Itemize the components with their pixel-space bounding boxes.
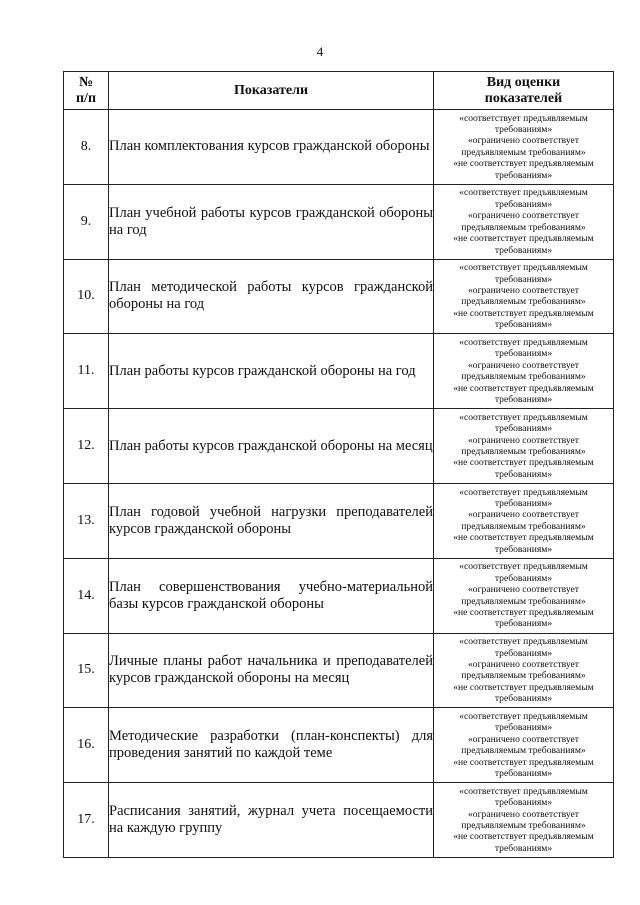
evaluation-line: требованиям» — [494, 498, 553, 510]
evaluation-line: предъявляемым требованиям» — [461, 745, 586, 757]
table-header — [64, 72, 614, 110]
evaluation-line: предъявляемым требованиям» — [461, 595, 586, 607]
evaluation-line: «не соответствует предъявляемым — [453, 607, 594, 619]
evaluation-line: «ограничено соответствует — [468, 359, 579, 371]
evaluation-line: «соответствует предъявляемым — [459, 187, 588, 199]
table-row — [64, 783, 614, 858]
evaluation-line: требованиям» — [494, 768, 553, 780]
evaluation-line: предъявляемым требованиям» — [461, 670, 586, 682]
evaluation-line: предъявляемым требованиям» — [461, 371, 586, 383]
row-evaluation — [434, 184, 614, 259]
row-number: 16. — [64, 708, 109, 783]
row-evaluation — [434, 558, 614, 633]
row-indicator-name: Личные планы работ начальника и преподавателей курсов гражданской обороны на месяц — [109, 633, 434, 708]
table-row — [64, 409, 614, 484]
header-evaluation-line1: Вид оценки — [486, 74, 561, 90]
evaluation-line: «соответствует предъявляемым — [459, 262, 588, 274]
table-row — [64, 334, 614, 409]
evaluation-line: «соответствует предъявляемым — [459, 337, 588, 349]
evaluation-line: «не соответствует предъявляемым — [453, 158, 594, 170]
row-number: 12. — [64, 409, 109, 484]
evaluation-line: «ограничено соответствует — [468, 509, 579, 521]
table-row — [64, 558, 614, 633]
header-evaluation — [434, 72, 614, 110]
header-indicators: Показатели — [109, 72, 434, 110]
table-row — [64, 633, 614, 708]
row-evaluation — [434, 783, 614, 858]
evaluation-line: требованиям» — [494, 572, 553, 584]
row-indicator-name: План годовой учебной нагрузки преподавателей курсов гражданской обороны — [109, 483, 434, 558]
row-number: 17. — [64, 783, 109, 858]
evaluation-line: «соответствует предъявляемым — [459, 561, 588, 573]
evaluation-line: «соответствует предъявляемым — [459, 112, 588, 124]
row-evaluation — [434, 409, 614, 484]
table-row — [64, 184, 614, 259]
evaluation-line: «не соответствует предъявляемым — [453, 756, 594, 768]
evaluation-line: предъявляемым требованиям» — [461, 146, 586, 158]
evaluation-line: требованиям» — [494, 394, 553, 406]
row-evaluation — [434, 708, 614, 783]
indicators-table — [63, 71, 614, 858]
evaluation-line: требованиям» — [494, 797, 553, 809]
evaluation-line: «не соответствует предъявляемым — [453, 831, 594, 843]
evaluation-line: «ограничено соответствует — [468, 285, 579, 297]
row-evaluation — [434, 110, 614, 185]
table-row — [64, 483, 614, 558]
evaluation-line: «не соответствует предъявляемым — [453, 382, 594, 394]
row-number: 10. — [64, 259, 109, 334]
row-number: 9. — [64, 184, 109, 259]
row-evaluation — [434, 483, 614, 558]
evaluation-line: «соответствует предъявляемым — [459, 486, 588, 498]
evaluation-line: предъявляемым требованиям» — [461, 820, 586, 832]
evaluation-line: требованиям» — [494, 842, 553, 854]
header-number — [64, 72, 109, 110]
row-evaluation — [434, 633, 614, 708]
row-indicator-name: План методической работы курсов гражданской обороны на год — [109, 259, 434, 334]
evaluation-line: «не соответствует предъявляемым — [453, 457, 594, 469]
evaluation-line: требованиям» — [494, 124, 553, 136]
row-number: 8. — [64, 110, 109, 185]
row-number: 14. — [64, 558, 109, 633]
header-number-line2: п/п — [75, 90, 97, 106]
row-indicator-name: Расписания занятий, журнал учета посещаемости на каждую группу — [109, 783, 434, 858]
row-number: 11. — [64, 334, 109, 409]
page-number: 4 — [316, 44, 324, 59]
evaluation-line: «ограничено соответствует — [468, 135, 579, 147]
row-evaluation — [434, 334, 614, 409]
row-number: 13. — [64, 483, 109, 558]
evaluation-line: требованиям» — [494, 618, 553, 630]
evaluation-line: «соответствует предъявляемым — [459, 636, 588, 648]
row-indicator-name: Методические разработки (план-конспекты) для проведения занятий по каждой теме — [109, 708, 434, 783]
evaluation-line: «соответствует предъявляемым — [459, 711, 588, 723]
evaluation-line: «не соответствует предъявляемым — [453, 681, 594, 693]
evaluation-line: «ограничено соответствует — [468, 434, 579, 446]
row-indicator-name: План работы курсов гражданской обороны на год — [109, 334, 434, 409]
evaluation-line: требованиям» — [494, 468, 553, 480]
table-row — [64, 259, 614, 334]
evaluation-line: «не соответствует предъявляемым — [453, 532, 594, 544]
evaluation-line: требованиям» — [494, 244, 553, 256]
evaluation-line: предъявляемым требованиям» — [461, 221, 586, 233]
evaluation-line: требованиям» — [494, 348, 553, 360]
evaluation-line: «ограничено соответствует — [468, 733, 579, 745]
evaluation-line: «ограничено соответствует — [468, 659, 579, 671]
evaluation-line: требованиям» — [494, 198, 553, 210]
evaluation-line: требованиям» — [494, 423, 553, 435]
evaluation-line: предъявляемым требованиям» — [461, 446, 586, 458]
row-number: 15. — [64, 633, 109, 708]
row-indicator-name: План комплектования курсов гражданской обороны — [109, 110, 434, 185]
evaluation-line: требованиям» — [494, 273, 553, 285]
evaluation-line: предъявляемым требованиям» — [461, 520, 586, 532]
evaluation-line: требованиям» — [494, 319, 553, 331]
evaluation-line: «ограничено соответствует — [468, 808, 579, 820]
evaluation-line: «ограничено соответствует — [468, 584, 579, 596]
row-indicator-name: План учебной работы курсов гражданской обороны на год — [109, 184, 434, 259]
evaluation-line: «не соответствует предъявляемым — [453, 233, 594, 245]
header-number-line1: № — [78, 74, 94, 90]
row-indicator-name: План совершенствования учебно-материальной базы курсов гражданской обороны — [109, 558, 434, 633]
evaluation-line: предъявляемым требованиям» — [461, 296, 586, 308]
evaluation-line: требованиям» — [494, 693, 553, 705]
evaluation-line: «не соответствует предъявляемым — [453, 307, 594, 319]
row-indicator-name: План работы курсов гражданской обороны на месяц — [109, 409, 434, 484]
table-row — [64, 708, 614, 783]
evaluation-line: требованиям» — [494, 543, 553, 555]
row-evaluation — [434, 259, 614, 334]
evaluation-line: «ограничено соответствует — [468, 210, 579, 222]
evaluation-line: требованиям» — [494, 647, 553, 659]
evaluation-line: «соответствует предъявляемым — [459, 411, 588, 423]
table-body — [64, 110, 614, 858]
evaluation-line: «соответствует предъявляемым — [459, 785, 588, 797]
header-evaluation-line2: показателей — [484, 90, 563, 106]
evaluation-line: требованиям» — [494, 169, 553, 181]
evaluation-line: требованиям» — [494, 722, 553, 734]
table-row — [64, 110, 614, 185]
